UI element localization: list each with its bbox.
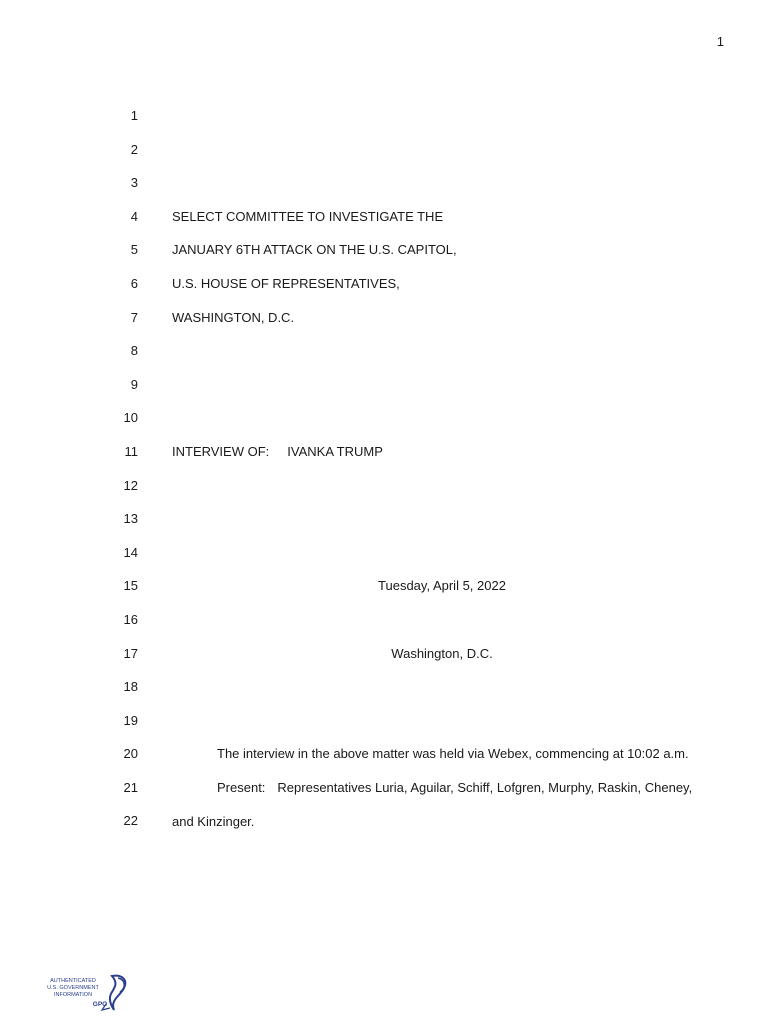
svg-text:GPO: GPO <box>92 1001 108 1008</box>
committee-name-line-2: JANUARY 6TH ATTACK ON THE U.S. CAPITOL, <box>172 242 457 258</box>
line-number: 5 <box>130 242 138 258</box>
present-members-continued: and Kinzinger. <box>172 813 255 829</box>
line-number: 9 <box>130 376 138 392</box>
house-name: U.S. HOUSE OF REPRESENTATIVES, <box>172 276 400 291</box>
gpo-authenticated-seal <box>40 970 132 1016</box>
interview-location: Washington, D.C. <box>391 645 493 661</box>
line-number: 20 <box>123 746 138 762</box>
present-line <box>172 778 768 798</box>
line-number: 8 <box>130 343 138 359</box>
page-number: 1 <box>716 34 724 49</box>
committee-name-line-1: SELECT COMMITTEE TO INVESTIGATE THE <box>172 208 444 224</box>
line-number: 21 <box>123 779 138 795</box>
line-number: 22 <box>123 813 138 829</box>
interview-of-line <box>172 442 732 462</box>
svg-text:INFORMATION: INFORMATION <box>53 992 93 998</box>
interviewee-name: IVANKA TRUMP <box>287 444 383 459</box>
svg-text:U.S. GOVERNMENT: U.S. GOVERNMENT <box>47 985 99 991</box>
proceedings-statement: The interview in the above matter was held via Webex, commencing at 10:02 a.m. <box>217 746 689 762</box>
svg-text:AUTHENTICATED: AUTHENTICATED <box>50 978 96 984</box>
present-label: Present: <box>217 780 266 795</box>
line-number: 7 <box>130 309 138 325</box>
line-number: 16 <box>123 611 138 627</box>
interview-label: INTERVIEW OF: <box>172 444 270 459</box>
present-members: Representatives Luria, Aguilar, Schiff, Lofgren, Murphy, Raskin, Cheney, <box>277 780 693 795</box>
line-number: 4 <box>130 208 138 224</box>
line-number: 13 <box>123 511 138 527</box>
line-number: 17 <box>123 645 138 661</box>
interview-date: Tuesday, April 5, 2022 <box>378 578 506 594</box>
line-number: 10 <box>123 410 138 426</box>
line-number: 14 <box>123 544 138 560</box>
line-number: 18 <box>123 679 138 695</box>
line-number: 6 <box>130 275 138 291</box>
line-number: 15 <box>123 578 138 594</box>
gpo-eagle-icon <box>40 970 132 1016</box>
line-number: 2 <box>130 141 138 157</box>
line-number: 12 <box>123 477 138 493</box>
line-number: 3 <box>130 175 138 191</box>
line-number: 11 <box>124 443 138 459</box>
line-number-column <box>0 106 138 845</box>
line-number: 19 <box>123 712 138 728</box>
line-number: 1 <box>130 108 138 123</box>
header-location: WASHINGTON, D.C. <box>172 309 295 325</box>
